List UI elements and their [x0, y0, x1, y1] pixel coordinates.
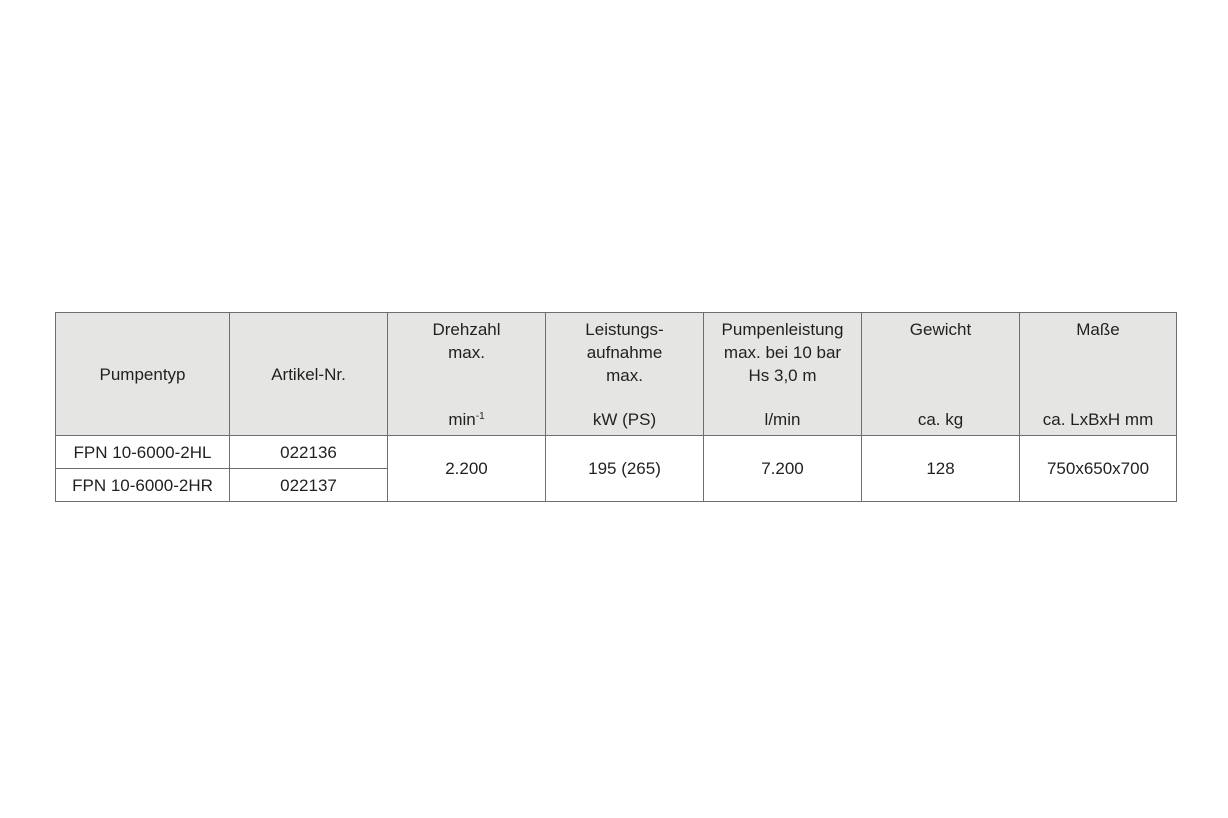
header-masse-line-1: Maße [1076, 320, 1120, 339]
header-gewicht-line-1: Gewicht [909, 320, 972, 339]
cell-drehzahl: 2.200 [388, 436, 546, 502]
cell-pumpentyp: FPN 10-6000-2HR [56, 469, 230, 502]
cell-artikel-nr: 022136 [230, 436, 388, 469]
cell-pumpentyp: FPN 10-6000-2HL [56, 436, 230, 469]
header-leistungsaufnahme [546, 313, 704, 436]
unit-min: min [448, 410, 476, 429]
cell-artikel-nr: 022137 [230, 469, 388, 502]
cell-masse: 750x650x700 [1020, 436, 1177, 502]
table-header-row [56, 313, 1177, 436]
header-artikel-nr [230, 313, 388, 436]
header-leistung-unit: kW (PS) [592, 410, 657, 429]
header-leistung-line-2: aufnahme [586, 343, 663, 362]
cell-leistung: 195 (265) [546, 436, 704, 502]
header-pumpentyp [56, 313, 230, 436]
table-row [56, 436, 1177, 469]
header-pumpenleistung [704, 313, 862, 436]
header-pumpenleistung-line-3: Hs 3,0 m [748, 366, 817, 385]
header-drehzahl-line-2: max. [448, 343, 485, 362]
pump-spec-table [55, 312, 1177, 502]
header-pumpenleistung-unit: l/min [764, 410, 801, 429]
header-gewicht-unit: ca. kg [917, 410, 964, 429]
header-pumpenleistung-line-1: Pumpenleistung [721, 320, 844, 339]
header-pumpentyp-label: Pumpentyp [99, 364, 186, 384]
unit-exponent: -1 [475, 411, 485, 422]
cell-gewicht: 128 [862, 436, 1020, 502]
header-artikel-nr-label: Artikel-Nr. [271, 364, 346, 384]
cell-pumpenleistung: 7.200 [704, 436, 862, 502]
header-drehzahl-unit [388, 408, 545, 431]
header-masse [1020, 313, 1177, 436]
header-drehzahl [388, 313, 546, 436]
header-masse-unit: ca. LxBxH mm [1042, 410, 1154, 429]
header-pumpenleistung-line-2: max. bei 10 bar [723, 343, 842, 362]
header-drehzahl-line-1: Drehzahl [432, 320, 501, 339]
header-gewicht [862, 313, 1020, 436]
header-leistung-line-3: max. [606, 366, 643, 385]
header-leistung-line-1: Leistungs- [585, 320, 664, 339]
